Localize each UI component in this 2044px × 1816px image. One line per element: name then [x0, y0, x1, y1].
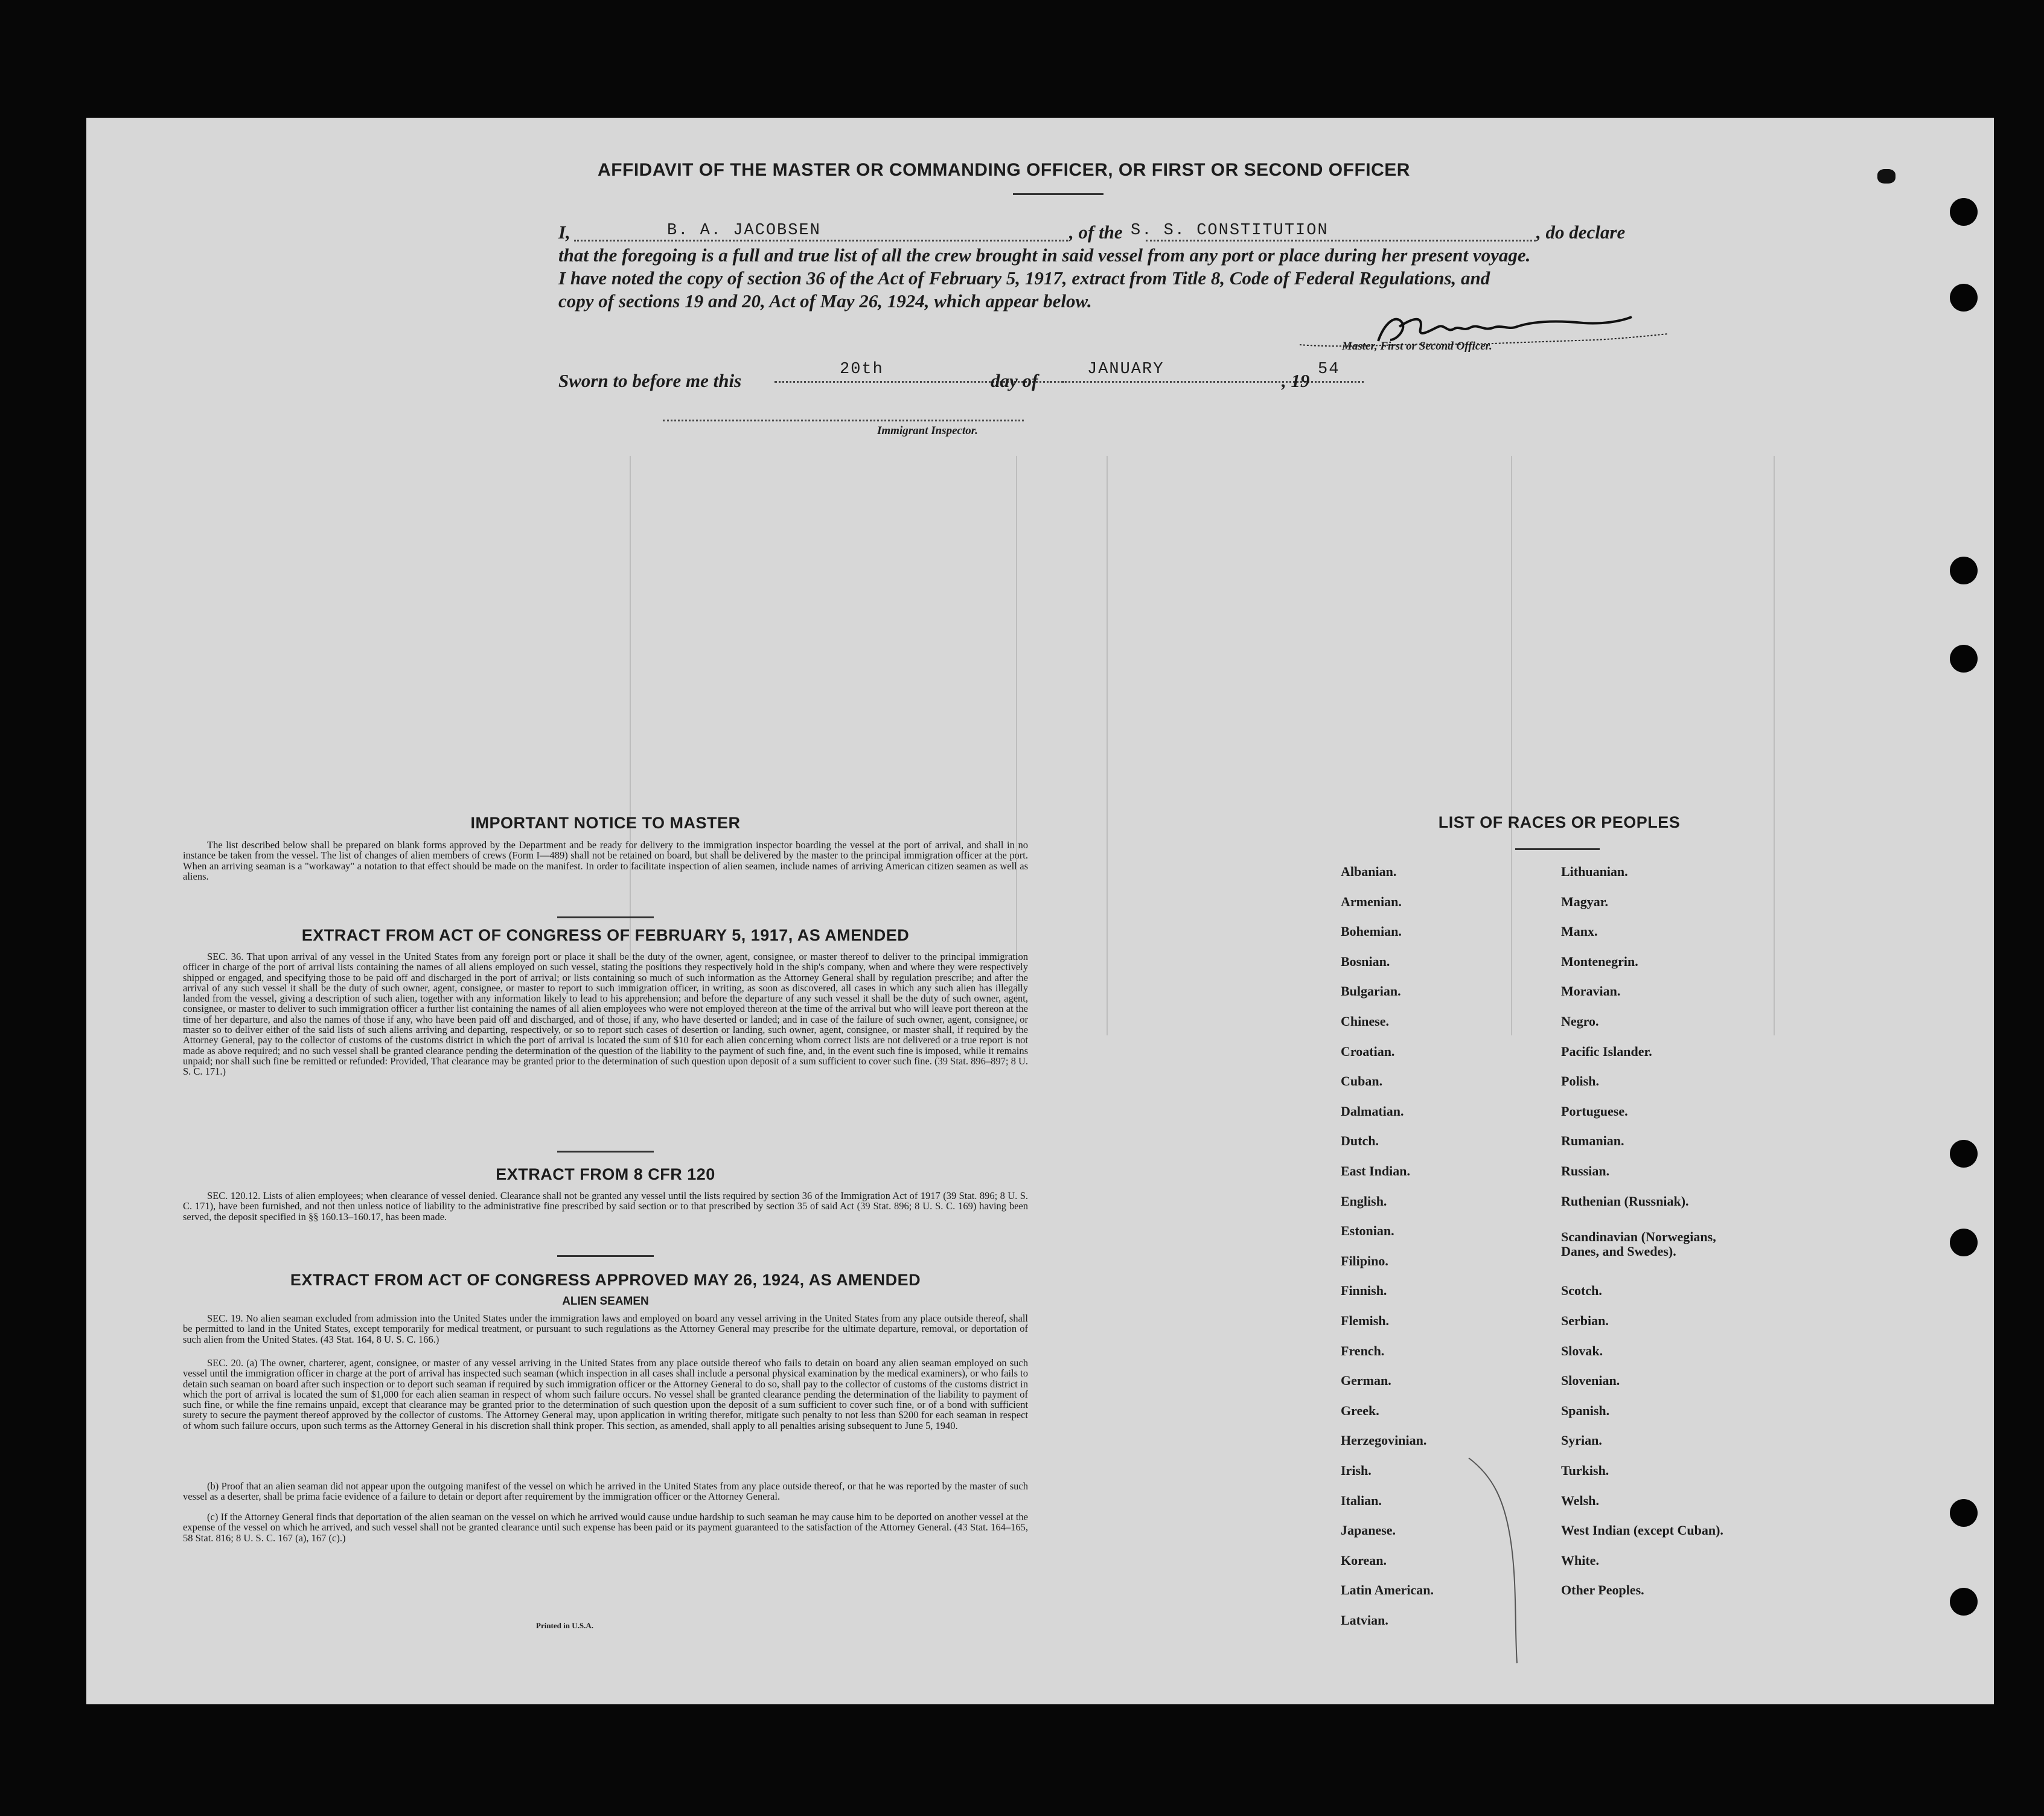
race-item: Turkish. — [1561, 1463, 1609, 1478]
column-line — [1774, 456, 1775, 1035]
race-item: Rumanian. — [1561, 1133, 1624, 1149]
race-item: Flemish. — [1341, 1313, 1390, 1328]
binder-hole — [1950, 1140, 1978, 1168]
race-item: Croatian. — [1341, 1043, 1395, 1059]
race-item: Italian. — [1341, 1492, 1382, 1508]
race-item: East Indian. — [1341, 1163, 1410, 1178]
notice-heading: IMPORTANT NOTICE TO MASTER — [470, 814, 741, 832]
vessel-line — [1146, 240, 1536, 241]
section-rule — [557, 1151, 654, 1153]
binder-hole — [1950, 1229, 1978, 1256]
sec-20a-text: SEC. 20. (a) The owner, charterer, agent, consignee, or master of any vessel arriving in the United States from any place outside thereof who fails to detain on board any alien seaman employed on such vessel until the immigration officer in charge at the port of arrival has inspected such seaman (which inspection in all cases shall include a personal physical examination by the medical examiners), or who fails to detain such seaman on board after such inspection or to deport such seaman if required by such immigration officer or the Attorney General to do so, shall pay to the collector of customs of the customs district in which the port of arrival is located the sum of $1,000 for each alien seaman in respect of whom such failure occurs. No vessel shall be granted clearance pending the determination of the liability to payment of such fine, or while the fine remains unpaid, except that clearance may be granted prior to the determination of such question upon the deposit of a sum sufficient to cover such fine, or of a bond with sufficient surety to secure the payment thereof approved by the collector of customs. The Attorney General may, upon application in writing therefor, mitigate such penalty to not less than $200 for each seaman in respect of whom such failure occurs, upon such terms as the Attorney General in his discretion shall think proper. This section, as amended, shall apply to all penalties arising subsequent to June 5, 1940. — [183, 1357, 1028, 1431]
race-item: Latin American. — [1341, 1582, 1434, 1598]
race-item: Moravian. — [1561, 983, 1621, 999]
do-declare-label: , do declare — [1536, 222, 1626, 243]
race-item: Slovenian. — [1561, 1373, 1620, 1389]
race-item: Spanish. — [1561, 1402, 1610, 1418]
alien-seamen-subheading: ALIEN SEAMEN — [562, 1295, 649, 1308]
race-item: Polish. — [1561, 1073, 1599, 1089]
race-item: Syrian. — [1561, 1433, 1602, 1448]
race-item: Greek. — [1341, 1402, 1379, 1418]
race-item: West Indian (except Cuban). — [1561, 1523, 1723, 1538]
day-of-label: day of — [991, 370, 1038, 391]
binder-hole — [1950, 1499, 1978, 1527]
vessel-name: S. S. CONSTITUTION — [1131, 222, 1329, 240]
binder-hole — [1950, 645, 1978, 673]
race-item: Montenegrin. — [1561, 953, 1638, 969]
race-item: Bohemian. — [1341, 924, 1402, 939]
sec-20c-text: (c) If the Attorney General finds that deportation of the alien seaman on the vessel on which he arrived would cause undue hardship to such seaman he may cause him to be deported on another vessel at the expense of the vessel on which he arrived, and such vessel shall not be granted clearance until such expense has been paid or its payment guaranteed to the satisfaction of the Attorney General. (43 Stat. 164–165, 58 Stat. 816; 8 U. S. C. 167 (a), 167 (c).) — [183, 1511, 1028, 1544]
races-rule — [1515, 848, 1600, 850]
race-item: Portuguese. — [1561, 1103, 1628, 1119]
section-rule — [557, 916, 654, 918]
extract-cfr-body: SEC. 120.12. Lists of alien employees; when clearance of vessel denied. Clearance shall not be granted any vessel until the lists required by section 36 of the Immigration Act of 1917 (39 Stat. 896; 8 U. S. C. 171), have been furnished, and not then unless notice of liability to the administrative fine prescribed by said section or to that prescribed by section 35 of said Act (39 Stat. 896; 8 U. S. C. 169) having been served, the deposit specified in §§ 160.13–160.17, has been made. — [183, 1190, 1028, 1223]
pencil-mark — [1463, 1452, 1535, 1669]
race-item: Korean. — [1341, 1552, 1387, 1568]
extract-cfr-heading: EXTRACT FROM 8 CFR 120 — [496, 1165, 715, 1183]
race-item: Albanian. — [1341, 864, 1397, 879]
race-item: Lithuanian. — [1561, 864, 1628, 879]
race-item: Herzegovinian. — [1341, 1433, 1427, 1448]
sec-20b-text: (b) Proof that an alien seaman did not appear upon the outgoing manifest of the vessel on which he arrived in the United States from any place outside thereof, or that he was reported by the master of such vessel as a deserter, shall be prima facie evidence of a failure to detain or deport after requirement by the immigration officer or the Attorney General. — [183, 1480, 1028, 1503]
notice-body: The list described below shall be prepared on blank forms approved by the Department and be ready for delivery to the immigration inspector boarding the vessel at the port of arrival, and shall in no instance be taken from the vessel. The list of changes of alien members of crews (Form I—489) shall not be retained on board, but shall be delivered by the master to the principal immigration officer at the port. When an arriving seaman is a "workaway" a notation to that effect should be made on the manifest. In order to facilitate inspection of alien seamen, include names of arriving American citizen seamen as well as aliens. — [183, 839, 1028, 882]
form-sheet — [86, 118, 1994, 1704]
race-item: Scotch. — [1561, 1283, 1602, 1299]
race-item: Scandinavian (Norwegians, Danes, and Swedes). — [1561, 1229, 1716, 1259]
column-line — [1107, 456, 1108, 1035]
sworn-label: Sworn to before me this — [558, 370, 742, 391]
month-line — [1050, 381, 1364, 383]
title-rule — [1013, 193, 1103, 195]
race-item: Bosnian. — [1341, 953, 1390, 969]
affidavit-line-2: that the foregoing is a full and true list of all the crew brought in said vessel from any port or place during her present voyage. — [558, 245, 1531, 266]
extract-1924-heading: EXTRACT FROM ACT OF CONGRESS APPROVED MAY 26, 1924, AS AMENDED — [290, 1271, 921, 1289]
race-item: Filipino. — [1341, 1253, 1388, 1268]
binder-hole — [1950, 1588, 1978, 1616]
column-line — [1016, 456, 1017, 1035]
extract-1917-body: SEC. 36. That upon arrival of any vessel in the United States from any foreign port or place it shall be the duty of the owner, agent, consignee, or master thereof to deliver to the principal immigration officer in charge of the port of arrival lists containing the names of all aliens employed on such vessel, stating the positions they respectively hold in the ship's company, when and where they were respectively shipped or engaged, and specifying those to be paid off and discharged in the port of arrival; or lists containing so much of such information as the Attorney General shall by regulation prescribe; and after the arrival of any such vessel it shall be the duty of such owner, agent, consignee, or master to report to such immigration officer, in writing, as soon as discovered, all cases in which any such alien has illegally landed from the vessel, giving a description of such alien, together with any information likely to lead to his apprehension; and before the departure of any such vessel it shall be the duty of such owner, agent, consignee, or master to deliver to such immigration officer a further list containing the names of all alien employees who were not employed thereon at the time of the arrival but who will leave port thereon at the time of her departure, and also the names of those if any, who have been paid off and discharged, and of those, if any, who have deserted or landed; and in case of the failure of such owner, agent, consignee, or master so to deliver either of the said lists of such aliens arriving and departing, respectively, or so to report such cases of desertion or landing, such owner, agent, consignee, or master shall, if required by the Attorney General, pay to the collector of customs of the customs district in which the port of arrival is located the sum of $10 for each alien concerning whom correct lists are not delivered or a true report is not made as above required; and no such vessel shall be granted clearance pending the determination of the question of the liability to the payment of such fine, and, in the event such fine is imposed, while it remains unpaid; nor shall such fine be remitted or refunded: Provided, That clearance may be granted prior to the determination of such question upon deposit of a sum sufficient to cover such fine. (39 Stat. 896–897; 8 U. S. C. 171.) — [183, 951, 1028, 1078]
column-line — [1511, 456, 1512, 1035]
race-item: Serbian. — [1561, 1313, 1609, 1328]
binder-hole — [1950, 557, 1978, 584]
affidavit-title: AFFIDAVIT OF THE MASTER OR COMMANDING OFFICER, OR FIRST OR SECOND OFFICER — [598, 160, 1410, 180]
race-item: Cuban. — [1341, 1073, 1383, 1089]
race-item: English. — [1341, 1193, 1387, 1209]
extract-1917-heading: EXTRACT FROM ACT OF CONGRESS OF FEBRUARY 5, 1917, AS AMENDED — [301, 926, 910, 944]
sec-19-text: SEC. 19. No alien seaman excluded from admission into the United States under the immigration laws and employed on board any vessel arriving in the United States from any place outside thereof, shall be permitted to land in the United States, except temporarily for medical treatment, or pursuant to such regulations as the Attorney General may prescribe for the ultimate departure, removal, or deportation of such alien from the United States. (43 Stat. 164, 8 U. S. C. 166.) — [183, 1312, 1028, 1345]
signature-caption: Master, First or Second Officer. — [1342, 340, 1492, 353]
affidavit-line-3: I have noted the copy of section 36 of the Act of February 5, 1917, extract from Title 8, Code of Federal Regulations, and — [558, 267, 1490, 289]
race-item: Magyar. — [1561, 894, 1609, 909]
race-item: Ruthenian (Russniak). — [1561, 1193, 1689, 1209]
race-item: German. — [1341, 1373, 1391, 1389]
race-item: Japanese. — [1341, 1523, 1396, 1538]
race-item: White. — [1561, 1552, 1599, 1568]
race-item: Dutch. — [1341, 1133, 1379, 1149]
inspector-line — [663, 420, 1024, 421]
races-heading: LIST OF RACES OR PEOPLES — [1438, 813, 1681, 831]
race-item: Irish. — [1341, 1463, 1372, 1478]
race-item: Estonian. — [1341, 1223, 1394, 1239]
of-the-label: , of the — [1069, 222, 1123, 243]
race-item: Slovak. — [1561, 1343, 1603, 1358]
sworn-month: JANUARY — [1087, 360, 1164, 379]
sworn-year: 54 — [1318, 360, 1340, 379]
printed-in-usa: Printed in U.S.A. — [536, 1621, 593, 1630]
race-item: Finnish. — [1341, 1283, 1387, 1299]
binder-hole — [1950, 284, 1978, 312]
master-name: B. A. JACOBSEN — [667, 222, 821, 240]
section-rule — [557, 1255, 654, 1257]
race-item: Latvian. — [1341, 1613, 1388, 1628]
race-item: Bulgarian. — [1341, 983, 1401, 999]
binder-hole — [1950, 198, 1978, 226]
race-item: Welsh. — [1561, 1492, 1599, 1508]
sworn-day: 20th — [840, 360, 884, 379]
inspector-caption: Immigrant Inspector. — [877, 424, 978, 437]
race-item: French. — [1341, 1343, 1385, 1358]
i-label: I, — [558, 222, 570, 243]
year-prefix: , 19 — [1282, 370, 1310, 391]
race-item: Dalmatian. — [1341, 1103, 1404, 1119]
name-line — [574, 240, 1068, 241]
affidavit-line-4: copy of sections 19 and 20, Act of May 26, 1924, which appear below. — [558, 290, 1092, 312]
race-item: Armenian. — [1341, 894, 1402, 909]
race-item: Chinese. — [1341, 1014, 1390, 1029]
race-item: Russian. — [1561, 1163, 1610, 1178]
race-item: Negro. — [1561, 1014, 1599, 1029]
column-line — [630, 456, 631, 1035]
ink-blot — [1877, 169, 1895, 184]
race-item: Pacific Islander. — [1561, 1043, 1652, 1059]
race-item: Manx. — [1561, 924, 1598, 939]
race-item: Other Peoples. — [1561, 1582, 1644, 1598]
